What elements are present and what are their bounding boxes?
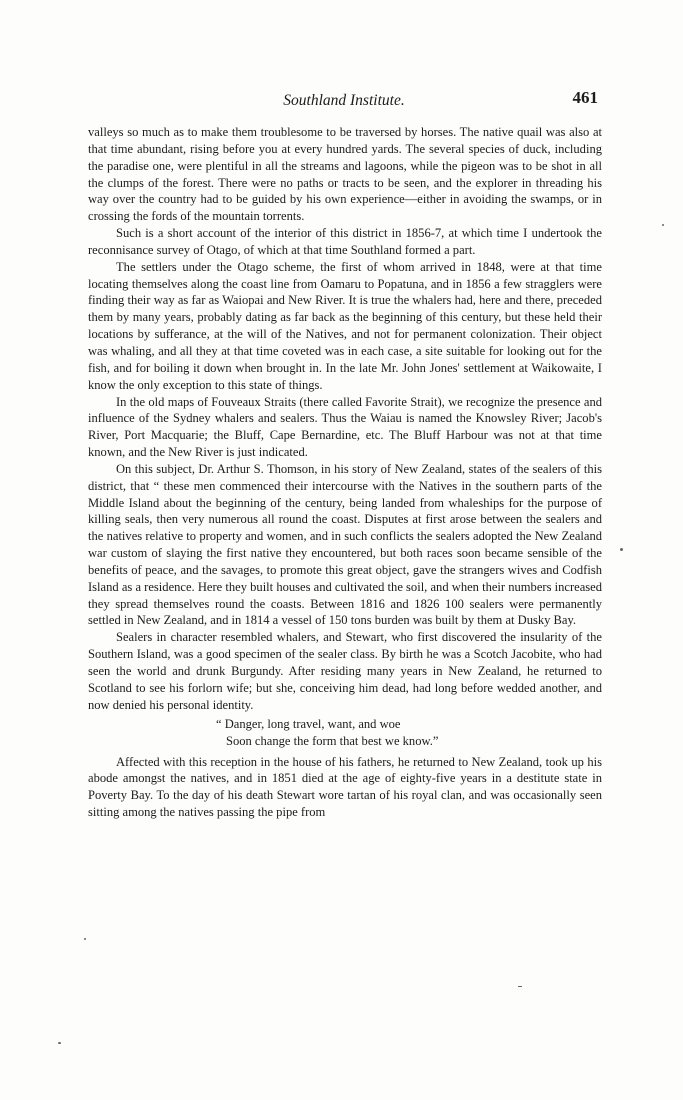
running-title: Southland Institute.: [283, 92, 405, 109]
paragraph-2: Such is a short account of the interior of this district in 1856-7, at which time I undertook the reconnisance survey of Otago, of which at that time Southland formed a part.: [88, 226, 602, 257]
paragraph-3: The settlers under the Otago scheme, the first of whom arrived in 1848, were at that time locating themselves along the coast line from Oamaru to Popatuna, and in 1856 a few stragglers were finding their way as far as Waiopai and New River. It is true the whalers had, here and there, preceded them by many years, probably dating as far back as the beginning of this century, but these held their locations by sufferance, at the will of the Natives, and not for permanent colonization. Their object was whaling, and all they at that time coveted was in each case, a site suitable for looking out for the fish, and for boiling it down when brought in. In the late Mr. John Jones' settlement at Waikowaite, I know the only exception to this state of things.: [88, 259, 602, 392]
body-text: [88, 124, 602, 821]
verse-quote: [216, 716, 602, 750]
verse-line-1: “ Danger, long travel, want, and woe: [216, 716, 401, 731]
margin-speck: [84, 938, 86, 940]
paragraph-4: In the old maps of Fouveaux Straits (there called Favorite Strait), we recognize the presence and influence of the Sydney whalers and sealers. Thus the Waiau is named the Knowsley River; Jacob's River, Port Macquarie; the Bluff, Cape Bernardine, etc. The Bluff Harbour was not at that time known, and the New River is just indicated.: [88, 394, 602, 460]
paragraph-1: valleys so much as to make them troublesome to be traversed by horses. The native quail was also at that time abundant, rising before you at every hundred yards. The several species of duck, including the paradise one, were plentiful in all the streams and lagoons, while the pigeon was to be shot in all the clumps of the forest. There were no paths or tracts to be seen, and the explorer in threading his way over the country had to be guided by his own experience—either in avoiding the swamps, or in crossing the fords of the mountain torrents.: [88, 125, 602, 224]
page-number: 461: [572, 88, 598, 107]
running-header: [90, 88, 598, 114]
verse-line-2: Soon change the form that best we know.”: [226, 733, 439, 748]
paragraph-7: Affected with this reception in the house of his fathers, he returned to New Zealand, took up his abode amongst the natives, and in 1851 died at the age of eighty-five years in a destitute state in Poverty Bay. To the day of his death Stewart wore tartan of his royal clan, and was occasionally seen sitting among the natives passing the pipe from: [88, 754, 602, 820]
margin-speck: [662, 224, 664, 226]
margin-speck: [620, 548, 623, 551]
margin-speck: [58, 1042, 61, 1044]
margin-speck: [518, 986, 522, 987]
paragraph-6: Sealers in character resembled whalers, and Stewart, who first discovered the insularity of the Southern Island, was a good specimen of the sealer class. By birth he was a Scotch Jacobite, who had seen the world and drunk Burgundy. After residing many years in New Zealand, he returned to Scotland to see his forlorn wife; but she, conceiving him dead, had long before wedded another, and now denied his personal identity.: [88, 630, 602, 712]
paragraph-5: On this subject, Dr. Arthur S. Thomson, in his story of New Zealand, states of the sealers of this district, that “ these men commenced their intercourse with the Natives in the southern parts of the Middle Island about the beginning of the century, being landed from whaleships for the purpose of killing seals, then very numerous all round the coast. Disputes at first arose between the sealers and the natives relative to property and women, and in such conflicts the sealers adopted the New Zealand war custom of slaying the first native they encountered, but both races soon became sensible of the benefits of peace, and the savages, to promote this great object, gave the strangers wives and Codfish Island as a residence. Here they built houses and cultivated the soil, and when their numbers increased they spread themselves round the coasts. Between 1816 and 1826 100 sealers were permanently settled in New Zealand, and in 1814 a vessel of 150 tons burden was built by them at Dusky Bay.: [88, 461, 602, 628]
